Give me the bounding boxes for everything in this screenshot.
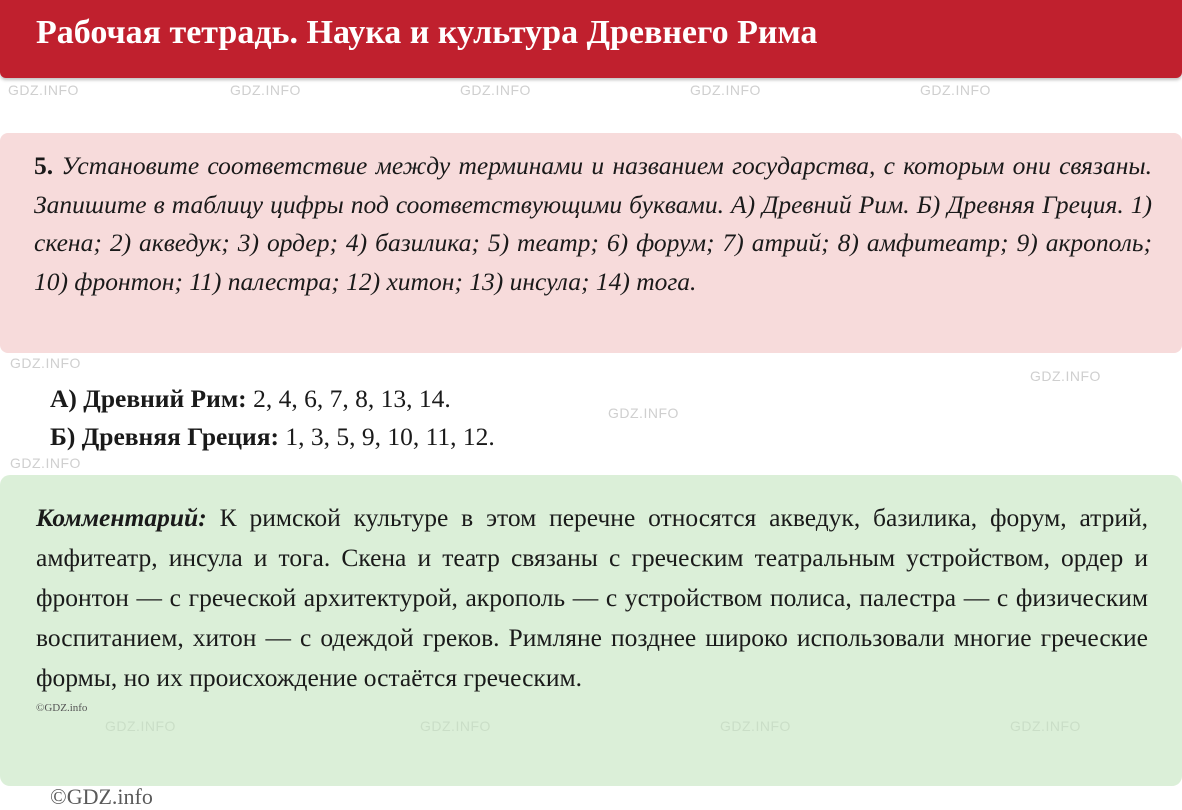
watermark-text: GDZ.INFO [690,82,761,98]
copyright-small: ©GDZ.info [36,702,88,714]
answer-row-rome [50,380,495,418]
watermark-text: GDZ.INFO [1030,368,1101,384]
answers-block [50,380,495,456]
watermark-text: GDZ.INFO [460,82,531,98]
watermark-text: GDZ.INFO [608,405,679,421]
comment-body: К римской культуре в этом перечне относятся акведук, базилика, форум, атрий, амфитеатр, инсула и тога. Скена и театр связаны с греческим театральным устройством, ордер и фронтон — с греческой архитектурой, акрополь — с устройством полиса, палестра — с физическим воспитанием, хитон — с одеждой греков. Римляне позднее широко использовали многие греческие формы, но их происхождение остаётся греческим. [36,503,1148,692]
comment-label: Комментарий: [36,503,207,532]
page-title: Рабочая тетрадь. Наука и культура Древнего Рима [36,14,818,51]
header-bar [0,0,1182,78]
answer-value: 1, 3, 5, 9, 10, 11, 12. [279,422,495,451]
answer-label: Б) Древняя Греция: [50,422,279,451]
watermark-text: GDZ.INFO [10,455,81,471]
watermark-text: GDZ.INFO [10,355,81,371]
task-number: 5. [34,151,54,180]
task-question: Установите соответствие между терминами и названием государства, с которым они связаны. Запишите в таблицу цифры под соответствующими буквами. А) Древний Рим. Б) Древняя Греция. 1) скена; 2) акведук; 3) ордер; 4) базилика; 5) театр; 6) форум; 7) атрий; 8) амфитеатр; 9) акрополь; 10) фронтон; 11) палестра; 12) хитон; 13) инсула; 14) тога. [34,151,1152,296]
answer-value: 2, 4, 6, 7, 8, 13, 14. [246,384,451,413]
watermark-text: GDZ.INFO [8,82,79,98]
copyright-large: ©GDZ.info [50,784,153,809]
comment-block [36,498,1148,698]
task-text-block [34,147,1152,301]
watermark-text: GDZ.INFO [230,82,301,98]
answer-label: А) Древний Рим: [50,384,247,413]
watermark-text: GDZ.INFO [920,82,991,98]
answer-row-greece [50,418,495,456]
